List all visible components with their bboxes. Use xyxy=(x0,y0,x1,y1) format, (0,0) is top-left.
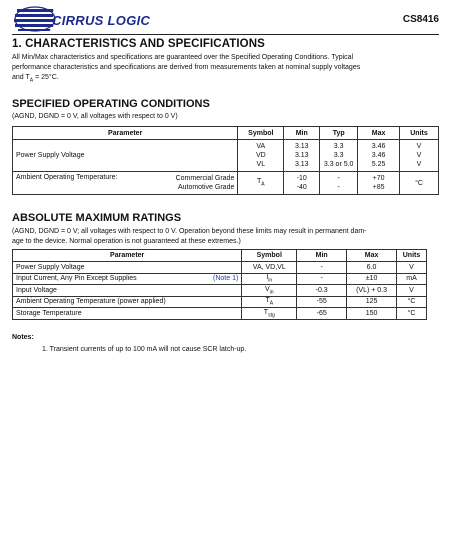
symbol-cell: VA VD VL xyxy=(238,140,284,172)
min-cell: -65 xyxy=(297,308,347,320)
absolute-ratings-subtitle: (AGND, DGND = 0 V; all voltages with respect to 0 V. Operation beyond these limits may result in permanent dam- age to the device. Normal operation is not guaranteed at these extremes.) xyxy=(12,228,367,245)
table-row xyxy=(13,308,427,320)
operating-conditions-subtitle: (AGND, DGND = 0 V, all voltages with respect to 0 V) xyxy=(12,113,178,120)
header-max: Max xyxy=(347,250,397,262)
min-cell: - xyxy=(297,262,347,274)
max-cell: 150 xyxy=(347,308,397,320)
absolute-ratings-table xyxy=(12,249,427,320)
units-cell: mA xyxy=(396,273,426,285)
table-row xyxy=(13,273,427,285)
symbol-cell: $T_A$ xyxy=(238,172,284,195)
operating-conditions-title: SPECIFIED OPERATING CONDITIONS xyxy=(12,98,210,110)
header-units: Units xyxy=(400,127,439,140)
typ-cell: 3.3 3.3 3.3 or 5.0 xyxy=(320,140,358,172)
parameter-cell: Power Supply Voltage xyxy=(13,140,238,172)
units-cell: °C xyxy=(396,308,426,320)
symbol-cell: $T_A$ xyxy=(242,296,297,308)
header-max: Max xyxy=(358,127,400,140)
note-reference: (Note 1) xyxy=(213,275,239,283)
page-header xyxy=(0,0,453,37)
min-cell: -0.3 xyxy=(297,285,347,297)
min-cell: - xyxy=(297,273,347,285)
units-cell: °C xyxy=(400,172,439,195)
intro-line-2: performance characteristics and specifications are derived from measurements taken at nominal supply voltages xyxy=(12,64,361,71)
symbol-cell: $I_{in}$ xyxy=(242,273,297,285)
parameter-cell: Ambient Operating Temperature: Commercial Grade Automotive Grade xyxy=(13,172,238,195)
header-typ: Typ xyxy=(320,127,358,140)
typ-cell: - - xyxy=(320,172,358,195)
parameter-cell: Input Current, Any Pin Except Supplies (Note 1) xyxy=(13,273,242,285)
units-cell: V xyxy=(396,285,426,297)
max-cell: 6.0 xyxy=(347,262,397,274)
header-rule xyxy=(12,34,439,35)
header-parameter: Parameter xyxy=(13,250,242,262)
table-row xyxy=(13,172,439,195)
table-row xyxy=(13,285,427,297)
part-number: CS8416 xyxy=(402,14,439,25)
intro-line-1: All Min/Max characteristics and specifications are guaranteed over the Specified Operating Conditions. Typical xyxy=(12,54,354,61)
parameter-cell: Power Supply Voltage xyxy=(13,262,242,274)
operating-conditions-table xyxy=(12,126,439,195)
table-row xyxy=(13,140,439,172)
parameter-cell: Ambient Operating Temperature (power applied) xyxy=(13,296,242,308)
max-cell: 125 xyxy=(347,296,397,308)
table-row xyxy=(13,296,427,308)
header-symbol: Symbol xyxy=(238,127,284,140)
min-cell: 3.13 3.13 3.13 xyxy=(284,140,320,172)
table-header-row xyxy=(13,250,427,262)
absolute-ratings-title: ABSOLUTE MAXIMUM RATINGS xyxy=(12,212,182,224)
notes-title: Notes: xyxy=(12,334,34,341)
symbol-cell: $T_{stg}$ xyxy=(242,308,297,320)
intro-line-3: and $T_A = 25^\circ C$. xyxy=(12,74,59,84)
min-cell: -55 xyxy=(297,296,347,308)
max-cell: ±10 xyxy=(347,273,397,285)
symbol-cell: VA, VD,VL xyxy=(242,262,297,274)
symbol-cell: $V_{in}$ xyxy=(242,285,297,297)
table-row xyxy=(13,262,427,274)
header-parameter: Parameter xyxy=(13,127,238,140)
parameter-cell: Input Voltage xyxy=(13,285,242,297)
note-item: 1. Transient currents of up to 100 mA will not cause SCR latch-up. xyxy=(42,346,247,353)
units-cell: °C xyxy=(396,296,426,308)
section-title: 1. CHARACTERISTICS AND SPECIFICATIONS xyxy=(12,38,265,50)
units-cell: V V V xyxy=(400,140,439,172)
parameter-cell: Storage Temperature xyxy=(13,308,242,320)
header-min: Min xyxy=(284,127,320,140)
logo-wordmark: CIRRUS LOGIC xyxy=(52,13,151,28)
header-units: Units xyxy=(396,250,426,262)
max-cell: (VL) + 0.3 xyxy=(347,285,397,297)
header-symbol: Symbol xyxy=(242,250,297,262)
max-cell: 3.46 3.46 5.25 xyxy=(358,140,400,172)
intro-paragraph xyxy=(12,53,440,85)
header-min: Min xyxy=(297,250,347,262)
units-cell: V xyxy=(396,262,426,274)
table-header-row xyxy=(13,127,439,140)
min-cell: -10 -40 xyxy=(284,172,320,195)
max-cell: +70 +85 xyxy=(358,172,400,195)
